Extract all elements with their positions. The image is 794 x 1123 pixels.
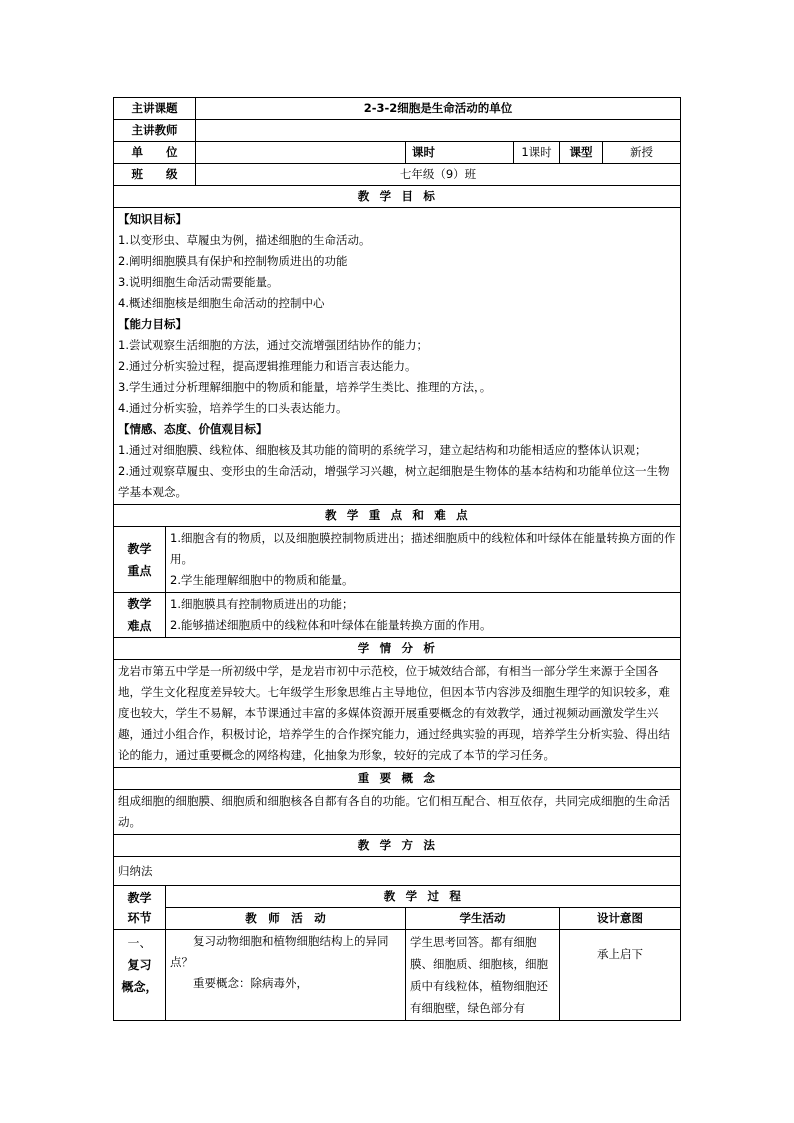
unit-row [114, 142, 681, 164]
concept-text: 组成细胞的细胞膜、细胞质和细胞核各自都有各自的功能。它们相互配合、相互依存，共同完成细胞的生命活动。 [114, 790, 681, 835]
knowledge-goal-item: 1.以变形虫、草履虫为例，描述细胞的生命活动。 [118, 233, 371, 247]
method-row [114, 857, 681, 886]
stage-number: 一、 [127, 936, 152, 950]
teacher-activity-cell [166, 930, 406, 1021]
process-title-row [114, 886, 681, 908]
type-value: 新授 [630, 145, 653, 159]
ability-goal-item: 2.通过分析实验过程，提高逻辑推理能力和语言表达能力。 [118, 359, 417, 373]
teacher-value [196, 120, 681, 142]
goals-title-row [114, 186, 681, 208]
difficulty-item: 2.能够描述细胞质中的线粒体和叶绿体在能量转换方面的作用。 [170, 618, 492, 632]
teacher-activity-text: 复习动物细胞和植物细胞结构上的异同点？ [170, 934, 389, 969]
analysis-title: 学情分析 [114, 638, 681, 660]
difficulty-label [114, 593, 166, 638]
analysis-title-row [114, 638, 681, 660]
unit-label: 单 位 [114, 142, 196, 164]
knowledge-goal-heading: 【知识目标】 [118, 212, 187, 226]
focus-row [114, 527, 681, 593]
goals-title: 教学目标 [114, 186, 681, 208]
stage-label [114, 886, 166, 930]
class-label: 班 级 [114, 164, 196, 186]
focus-label-line: 重点 [127, 563, 152, 578]
keypoints-title: 教学重点和难点 [114, 505, 681, 527]
period-value [514, 142, 560, 164]
topic-row [114, 98, 681, 120]
teacher-row [114, 120, 681, 142]
goals-content-row [114, 208, 681, 505]
student-activity-header: 学生活动 [406, 908, 560, 930]
class-value: 七年级（9）班 [196, 164, 681, 186]
method-text: 归纳法 [114, 857, 681, 886]
unit-value [196, 142, 406, 164]
lesson-plan [113, 97, 680, 1021]
topic-label: 主讲课题 [114, 98, 196, 120]
method-title: 教学方法 [114, 835, 681, 857]
concept-row [114, 790, 681, 835]
emotion-goal-item: 2.通过观察草履虫、变形虫的生命活动，增强学习兴趣，树立起细胞是生物体的基本结构和功能单位这一生物学基本观念。 [118, 464, 670, 499]
analysis-text: 龙岩市第五中学是一所初级中学，是龙岩市初中示范校，位于城效结合部，有相当一部分学生来源于全国各地，学生文化程度差异较大。七年级学生形象思维占主导地位，但因本节内容涉及细胞生理学的知识较多，难度也较大，学生不易解，本节课通过丰富的多媒体资源开展重要概念的有效教学，通过视频动画激发学生兴趣，通过小组合作，积极讨论，培养学生的合作探究能力，通过经典实验的再现，培养学生分析实验、得出结论的能力，通过重要概念的网络构建，化抽象为形象，较好的完成了本节的学习任务。 [114, 660, 681, 768]
difficulty-label-line: 难点 [127, 619, 152, 633]
ability-goal-heading: 【能力目标】 [118, 317, 187, 331]
process-title: 教学过程 [166, 886, 681, 908]
process-row [114, 930, 681, 1021]
stage-name-line: 概念， [121, 980, 158, 994]
topic-value: 2-3-2细胞是生命活动的单位 [196, 98, 681, 120]
concept-title-row [114, 768, 681, 790]
knowledge-goal-item: 4.概述细胞核是细胞生命活动的控制中心 [118, 296, 325, 310]
ability-goal-item: 3.学生通过分析理解细胞中的物质和能量，培养学生类比、推理的方法，。 [118, 380, 492, 394]
analysis-row [114, 660, 681, 768]
teacher-activity-header: 教 师 活 动 [166, 908, 406, 930]
method-title-row [114, 835, 681, 857]
goals-content [114, 208, 681, 505]
process-header-row [114, 908, 681, 930]
difficulty-content [166, 593, 681, 638]
focus-content [166, 527, 681, 593]
emotion-goal-heading: 【情感、态度、价值观目标】 [118, 422, 268, 436]
focus-label-line: 教学 [127, 541, 152, 556]
stage-name-line: 复习 [127, 958, 152, 972]
lesson-plan-table [113, 97, 681, 1021]
focus-item: 2.学生能理解细胞中的物质和能量。 [170, 573, 354, 587]
difficulty-item: 1.细胞膜具有控制物质进出的功能； [170, 597, 354, 611]
focus-label [114, 527, 166, 593]
student-activity-cell: 学生思考回答。都有细胞膜、细胞质、细胞核，细胞质中有线粒体，植物细胞还有细胞壁，绿色部分有 [406, 930, 560, 1021]
knowledge-goal-item: 2.阐明细胞膜具有保护和控制物质进出的功能 [118, 254, 348, 268]
ability-goal-item: 1.尝试观察生活细胞的方法，通过交流增强团结协作的能力； [118, 338, 428, 352]
knowledge-goal-item: 3.说明细胞生命活动需要能量。 [118, 275, 279, 289]
stage-label-line: 教学 [127, 890, 152, 905]
keypoints-title-row [114, 505, 681, 527]
type-label: 课型 [560, 142, 603, 163]
teacher-activity-text: 重要概念：除病毒外， [170, 976, 308, 990]
ability-goal-item: 4.通过分析实验，培养学生的口头表达能力。 [118, 401, 348, 415]
period-value-text: 1课时 [521, 145, 552, 159]
concept-title: 重要概念 [114, 768, 681, 790]
stage-cell [114, 930, 166, 1021]
period-label: 课时 [406, 142, 514, 164]
stage-label-line: 环节 [127, 910, 152, 925]
difficulty-label-line: 教学 [127, 597, 152, 611]
design-intent-cell: 承上启下 [560, 930, 681, 1021]
teacher-label: 主讲教师 [114, 120, 196, 142]
class-row [114, 164, 681, 186]
focus-item: 1.细胞含有的物质，以及细胞膜控制物质进出；描述细胞质中的线粒体和叶绿体在能量转换方面的作用。 [170, 531, 676, 566]
type-cell [560, 142, 681, 164]
difficulty-row [114, 593, 681, 638]
design-intent-header: 设计意图 [560, 908, 681, 930]
emotion-goal-item: 1.通过对细胞膜、线粒体、细胞核及其功能的简明的系统学习，建立起结构和功能相适应的整体认识观； [118, 443, 647, 457]
